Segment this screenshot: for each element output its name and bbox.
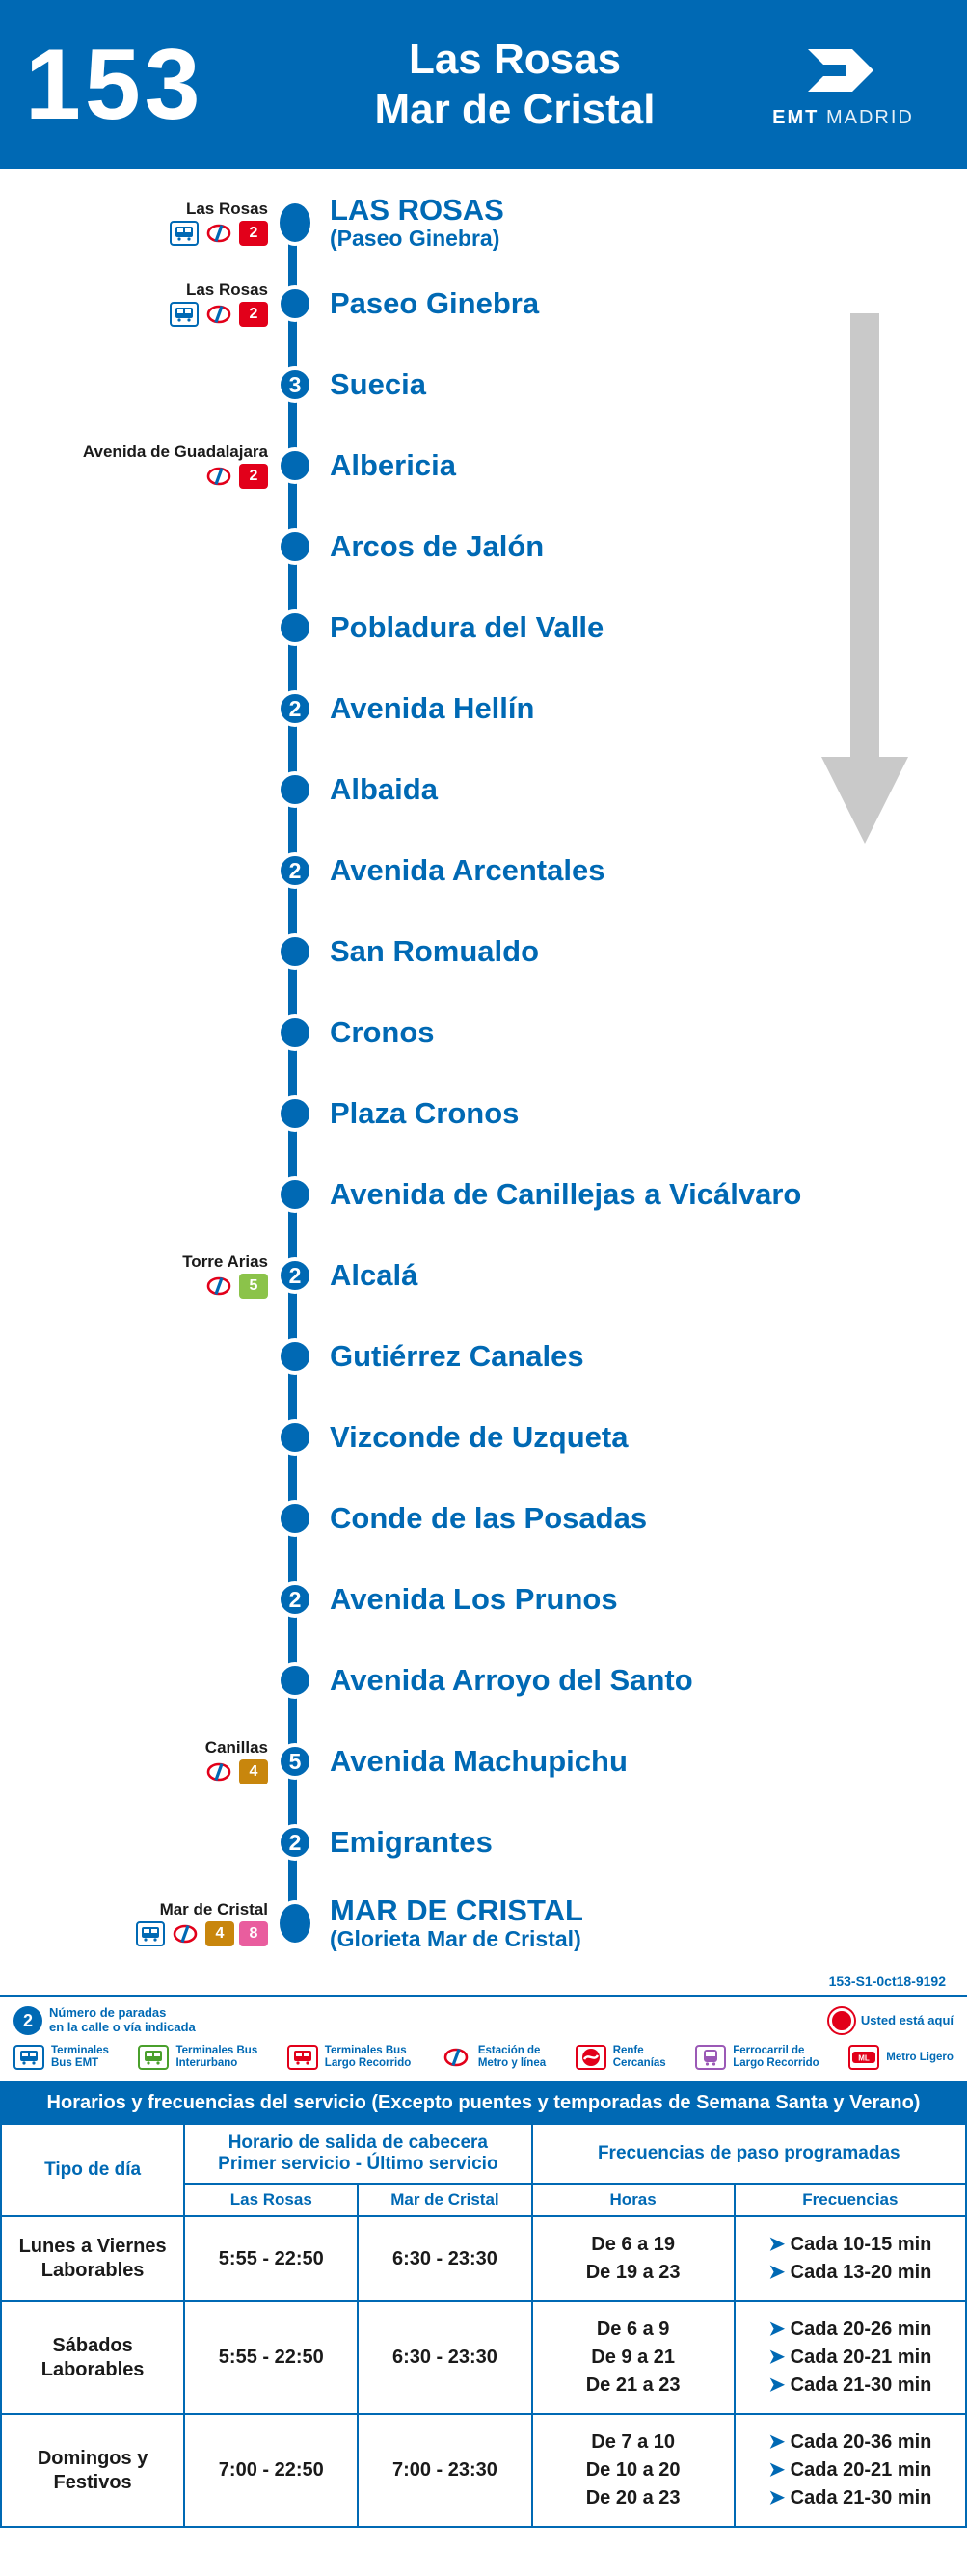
cell-daytype-line1: Sábados [52,2334,133,2356]
metro-icon [203,302,234,327]
stop-name: Avenida Arroyo del Santo [330,1662,693,1697]
cell-hours [532,2414,735,2527]
th-departure-line1: Horario de salida de cabecera [228,2133,488,2154]
stop-row [0,425,967,506]
metro-icon [203,1274,234,1299]
stop-row [0,1073,967,1154]
stop-name: Emigrantes [330,1824,493,1859]
stop-marker-wrap [276,1900,314,1946]
th-freqs: Frecuencias [735,2184,966,2216]
stop-row [0,1316,967,1397]
legend-item-label-line1: Renfe [612,2045,644,2056]
stop-name: Avenida Machupichu [330,1743,628,1778]
route-code: 153-S1-0ct18-9192 [828,1973,946,1989]
stop-marker-wrap [276,366,314,403]
metro-line-badge: 4 [239,1759,268,1784]
stop-name: Albericia [330,447,456,482]
stop-marker [277,1662,313,1699]
stop-marker-with-count: 5 [277,1743,313,1780]
frequency-text: Cada 10-15 min [790,2234,932,2256]
connection-badges [203,1759,268,1784]
legend [0,1995,967,2083]
stop-connections [0,1900,276,1947]
stop-marker [277,1014,313,1051]
connection-badges [170,302,268,327]
stop-marker [277,933,313,970]
legend-item-label [325,2045,411,2070]
hours-line: De 7 a 10 [591,2431,675,2454]
stop-row [0,587,967,668]
hours-line: De 10 a 20 [585,2459,681,2482]
stop-name: Vizconde de Uzqueta [330,1419,629,1454]
legend-item-label-line1: Metro Ligero [886,2051,954,2063]
stop-marker-with-count: 2 [277,852,313,889]
legend-item-label [613,2045,666,2070]
stop-marker-with-count: 2 [277,690,313,727]
stop-label[interactable] [314,854,967,887]
cell-daytype-line1: Domingos y [37,2447,148,2469]
timetable-body [1,2216,966,2527]
stop-marker [276,1900,314,1946]
th-departure-line2: Primer servicio - Último servicio [218,2154,498,2175]
connection-badges [203,464,268,489]
stop-name: Avenida Hellín [330,690,535,725]
stop-marker-wrap [276,528,314,565]
stop-marker-wrap [276,1500,314,1537]
stop-marker [277,285,313,322]
frequency-line [739,2428,961,2456]
legend-item-label-line2: Largo Recorrido [733,2057,819,2070]
th-origin-b: Mar de Cristal [358,2184,531,2216]
connection-station-name: Las Rosas [185,199,268,218]
stop-name: Cronos [330,1014,435,1049]
hours-line: De 9 a 21 [591,2347,675,2369]
stop-marker-wrap [276,609,314,646]
legend-item-label [886,2052,954,2064]
destination-origin: Las Rosas [408,35,622,83]
stop-marker-wrap [276,285,314,322]
stop-marker-wrap [276,1662,314,1699]
stop-row [0,1478,967,1559]
cell-frequencies [735,2414,966,2527]
metro-line-badge: 4 [205,1921,234,1946]
cell-departure-origin-a: 5:55 - 22:50 [184,2216,358,2301]
stop-label[interactable] [314,1502,967,1535]
legend-item [848,2045,954,2070]
legend-item-label [175,2045,257,2070]
stop-connections [0,1738,276,1785]
legend-item [441,2045,546,2070]
stop-marker-wrap [276,1176,314,1213]
hours-line: De 6 a 19 [591,2234,675,2256]
stop-label[interactable] [314,194,967,251]
route-destinations [285,35,744,135]
cell-daytype-line2: Festivos [53,2471,132,2493]
metro-icon [203,221,234,246]
cell-departure-origin-a: 7:00 - 22:50 [184,2414,358,2527]
connection-badges [203,1274,268,1299]
legend-item-label-line2: Bus EMT [51,2057,99,2070]
stop-marker-wrap [276,690,314,727]
stop-connections [0,1252,276,1300]
legend-item-label-line1: Estación de [477,2045,541,2056]
stop-row [0,749,967,830]
metro-ligero-icon [848,2045,879,2070]
bus-long-distance-icon [287,2045,318,2070]
you-are-here-icon [829,2008,854,2033]
legend-item-label-line2: Cercanías [612,2057,666,2070]
th-hours: Horas [532,2184,735,2216]
cell-frequencies [735,2301,966,2414]
stop-label[interactable] [314,449,967,482]
bus-emt-icon [170,221,199,246]
legend-item-label-line2: Largo Recorrido [324,2057,412,2070]
frequency-line [739,2484,961,2512]
stop-marker-wrap [276,1014,314,1051]
stop-label[interactable] [314,1178,967,1211]
metro-icon [170,1921,201,1946]
cell-departure-origin-a: 5:55 - 22:50 [184,2301,358,2414]
emt-arrow-icon [802,40,885,101]
stop-marker [277,771,313,808]
stop-connections [0,200,276,247]
stop-label[interactable] [314,1340,967,1373]
stops-list [0,182,967,1964]
stop-name: Suecia [330,366,426,401]
th-daytype: Tipo de día [1,2124,184,2216]
legend-stop-count-line1: Número de paradas [49,2005,167,2021]
stop-row [0,1397,967,1478]
stop-label[interactable] [314,935,967,968]
connection-station-name: Las Rosas [185,280,268,299]
stop-row [0,506,967,587]
legend-item-label-line2: Metro y línea [477,2057,547,2070]
connection-station-name: Canillas [204,1737,268,1757]
legend-item [576,2045,666,2070]
legend-you-are-here [829,2008,954,2033]
stop-label[interactable] [314,1826,967,1859]
stop-marker-wrap [276,1095,314,1132]
arrow-bullet-icon: ➤ [768,2347,791,2369]
stop-row [0,1640,967,1721]
stop-label[interactable] [314,1097,967,1130]
legend-you-are-here-label: Usted está aquí [860,2012,954,2027]
stop-marker [277,1176,313,1213]
stop-row [0,992,967,1073]
stop-row [0,344,967,425]
cell-departure-origin-b: 6:30 - 23:30 [358,2216,531,2301]
stop-name: Gutiérrez Canales [330,1338,584,1373]
connection-badges [170,221,268,246]
stop-name: Avenida Los Prunos [330,1581,618,1616]
legend-item [287,2045,411,2070]
table-row [1,2301,966,2414]
th-origin-a: Las Rosas [184,2184,358,2216]
table-row [1,2216,966,2301]
stop-count-badge-icon: 2 [13,2006,42,2035]
stop-connections [0,443,276,490]
metro-line-badge: 2 [239,464,268,489]
legend-stop-count-line2: en la calle o vía indicada [49,2020,196,2034]
stop-marker-wrap [276,1257,314,1294]
table-row [1,2414,966,2527]
stop-name: MAR DE CRISTAL [330,1893,583,1928]
metro-icon [203,1759,234,1784]
connection-station-name: Mar de Cristal [159,1899,268,1919]
frequency-line [739,2456,961,2484]
stop-row [0,1235,967,1316]
metro-line-badge: 2 [239,302,268,327]
legend-item-label-line1: Ferrocarril de [733,2045,805,2056]
connection-station-name: Torre Arias [182,1251,268,1271]
emt-logo [744,40,942,129]
cell-daytype-line2: Laborables [40,2260,145,2282]
cell-hours [532,2301,735,2414]
arrow-bullet-icon: ➤ [768,2262,791,2284]
stop-label[interactable] [314,1745,967,1778]
hours-line: De 20 a 23 [585,2487,681,2509]
bus-emt-icon [170,302,199,327]
cell-daytype-line1: Lunes a Viernes [18,2236,167,2258]
stop-marker-wrap [276,933,314,970]
stop-marker [277,1500,313,1537]
hours-line: De 21 a 23 [585,2375,681,2397]
stop-marker [277,1338,313,1375]
frequency-text: Cada 20-21 min [790,2347,932,2369]
legend-stop-count [13,2006,196,2035]
frequency-line [739,2372,961,2400]
legend-item [13,2045,109,2070]
hours-line: De 19 a 23 [585,2262,681,2284]
stop-label[interactable] [314,368,967,401]
stop-label[interactable] [314,773,967,806]
stop-row [0,1802,967,1883]
cell-daytype [1,2301,184,2414]
metro-icon [441,2045,471,2070]
cell-departure-origin-b: 7:00 - 23:30 [358,2414,531,2527]
stop-marker-wrap [276,852,314,889]
stop-label[interactable] [314,1259,967,1292]
timetable-header-row [1,2124,966,2184]
stop-name: Albaida [330,771,438,806]
stop-name: Arcos de Jalón [330,528,545,563]
stop-row [0,1721,967,1802]
stop-label[interactable] [314,287,967,320]
stop-row [0,1154,967,1235]
stop-label[interactable] [314,611,967,644]
bus-interurban-icon [138,2045,169,2070]
frequency-line [739,2259,961,2287]
stop-name: Plaza Cronos [330,1095,520,1130]
legend-row-primary [13,2006,954,2035]
stop-name: Alcalá [330,1257,418,1292]
stop-marker [277,1419,313,1456]
stop-row [0,668,967,749]
emt-wordmark-light: MADRID [825,107,914,128]
stop-name: Avenida Arcentales [330,852,605,887]
stop-marker-wrap [276,1419,314,1456]
stop-marker-wrap [276,1824,314,1861]
stop-row [0,1883,967,1964]
stop-marker-wrap [276,771,314,808]
stop-label[interactable] [314,1421,967,1454]
stop-label[interactable] [314,692,967,725]
stop-sub-name: (Glorieta Mar de Cristal) [330,1926,581,1952]
stop-label[interactable] [314,1894,967,1951]
cell-daytype [1,2216,184,2301]
line-number: 153 [25,28,204,141]
metro-line-badge: 2 [239,221,268,246]
emt-wordmark [772,107,914,129]
stop-label[interactable] [314,530,967,563]
arrow-bullet-icon: ➤ [768,2375,791,2397]
timetable-title: Horarios y frecuencias del servicio (Excepto puentes y temporadas de Semana Santa y Verano) [0,2083,967,2123]
frequency-line [739,2231,961,2259]
legend-item [138,2045,257,2070]
legend-item [695,2045,819,2070]
stop-marker [277,609,313,646]
stop-label[interactable] [314,1583,967,1616]
arrow-bullet-icon: ➤ [768,2459,791,2482]
stop-marker-wrap [276,1581,314,1618]
stop-row [0,182,967,263]
cell-hours [532,2216,735,2301]
th-departure [184,2124,531,2184]
metro-icon [203,464,234,489]
th-frequency: Frecuencias de paso programadas [532,2124,966,2184]
svg-text:ML: ML [858,2053,871,2063]
arrow-bullet-icon: ➤ [768,2431,791,2454]
legend-item-label-line1: Terminales Bus [175,2045,258,2056]
stop-row [0,263,967,344]
stop-sub-name: (Paseo Ginebra) [330,226,500,252]
stop-marker [277,528,313,565]
frequency-text: Cada 20-26 min [790,2319,932,2341]
legend-item-label [478,2045,546,2070]
stop-marker-wrap [276,447,314,484]
frequency-text: Cada 21-30 min [790,2487,932,2509]
stop-name: San Romualdo [330,933,540,968]
frequency-text: Cada 13-20 min [790,2262,932,2284]
stop-name: Avenida de Canillejas a Vicálvaro [330,1176,802,1211]
renfe-cercanias-icon [576,2045,606,2070]
stop-marker-with-count: 2 [277,1581,313,1618]
stop-label[interactable] [314,1016,967,1049]
stop-marker-wrap [276,1338,314,1375]
stop-name: Conde de las Posadas [330,1500,648,1535]
legend-item-label-line1: Terminales Bus [324,2045,407,2056]
bus-emt-icon [136,1921,165,1946]
rail-long-distance-icon [695,2045,726,2070]
connection-station-name: Avenida de Guadalajara [82,442,268,461]
stop-marker-with-count: 2 [277,1824,313,1861]
cell-departure-origin-b: 6:30 - 23:30 [358,2301,531,2414]
metro-line-badge: 5 [239,1274,268,1299]
legend-item-label-line1: Terminales [51,2045,109,2056]
stop-name: Pobladura del Valle [330,609,604,644]
cell-daytype-line2: Laborables [40,2358,145,2380]
legend-item-label [733,2045,819,2070]
stop-marker-with-count: 3 [277,366,313,403]
frequency-text: Cada 20-21 min [790,2459,932,2482]
frequency-text: Cada 20-36 min [790,2431,932,2454]
emt-wordmark-bold: EMT [772,107,819,128]
legend-item-label [51,2045,109,2070]
stop-marker [277,447,313,484]
stop-marker [276,200,314,246]
timetable [0,2123,967,2528]
stop-row [0,1559,967,1640]
cell-daytype [1,2414,184,2527]
arrow-bullet-icon: ➤ [768,2319,791,2341]
frequency-text: Cada 21-30 min [790,2375,932,2397]
stop-name: LAS ROSAS [330,193,504,228]
stop-marker [277,1095,313,1132]
legend-item-label-line2: Interurbano [175,2057,238,2070]
frequency-line [739,2344,961,2372]
legend-row-transport-icons [13,2045,954,2070]
metro-line-badge: 8 [239,1921,268,1946]
stop-row [0,830,967,911]
stop-marker-wrap [276,1743,314,1780]
hours-line: De 6 a 9 [596,2319,670,2341]
connection-badges [136,1921,268,1946]
stop-row [0,911,967,992]
stop-marker-with-count: 2 [277,1257,313,1294]
arrow-bullet-icon: ➤ [768,2487,791,2509]
cell-frequencies [735,2216,966,2301]
poster-header [0,0,967,169]
frequency-line [739,2316,961,2344]
stop-name: Paseo Ginebra [330,285,540,320]
bus-emt-icon [13,2045,44,2070]
destination-end: Mar de Cristal [374,85,656,133]
stop-label[interactable] [314,1664,967,1697]
arrow-bullet-icon: ➤ [768,2234,791,2256]
route-diagram [0,169,967,1970]
stop-connections [0,281,276,328]
stop-marker-wrap [276,200,314,246]
